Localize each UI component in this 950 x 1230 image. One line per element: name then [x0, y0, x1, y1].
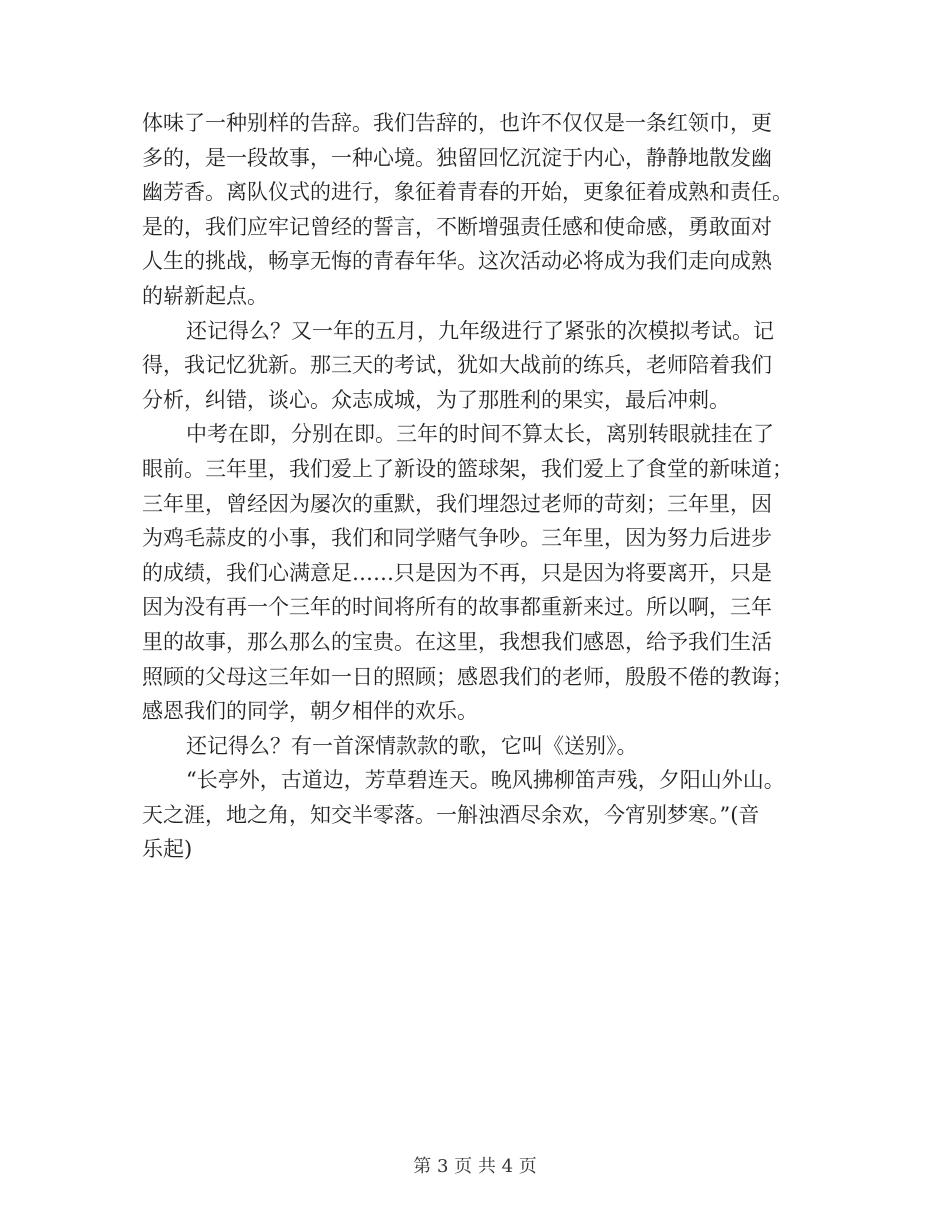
- text-line: 因为没有再一个三年的时间将所有的故事都重新来过。所以啊，三年: [142, 595, 772, 620]
- text-line: 三年里，曾经因为屡次的重默，我们埋怨过老师的苛刻；三年里，因: [142, 491, 772, 516]
- text-line: 得，我记忆犹新。那三天的考试，犹如大战前的练兵，老师陪着我们: [142, 353, 772, 378]
- paragraph: [142, 106, 812, 314]
- text-line: 天之涯，地之角，知交半零落。一斛浊酒尽余欢，今宵别梦寒。”(音: [142, 802, 760, 827]
- text-line: 中考在即，分别在即。三年的时间不算太长，离别转眼就挂在了: [186, 422, 774, 447]
- paragraph: [142, 314, 812, 418]
- text-line: 还记得么？有一首深情款款的歌，它叫《送别》。: [186, 733, 638, 758]
- text-line: 照顾的父母这三年如一日的照顾；感恩我们的老师，殷殷不倦的教诲；: [142, 664, 793, 689]
- text-line: “长亭外，古道边，芳草碧连天。晚风拂柳笛声残，夕阳山外山。: [186, 768, 785, 793]
- text-line: 还记得么？又一年的五月，九年级进行了紧张的次模拟考试。记: [186, 318, 774, 343]
- page-number-footer: 第 3 页 共 4 页: [413, 1156, 537, 1177]
- document-body: [142, 106, 812, 867]
- text-line: 是的，我们应牢记曾经的誓言，不断增强责任感和使命感，勇敢面对: [142, 214, 772, 239]
- text-line: 幽芳香。离队仪式的进行，象征着青春的开始，更象征着成熟和责任。: [142, 180, 793, 205]
- text-line: 分析，纠错，谈心。众志成城，为了那胜利的果实，最后冲刺。: [142, 387, 730, 412]
- text-line: 乐起): [142, 837, 193, 862]
- text-line: 体味了一种别样的告辞。我们告辞的，也许不仅仅是一条红领巾，更: [142, 111, 772, 135]
- paragraph: [142, 729, 812, 764]
- paragraph: [142, 417, 812, 728]
- text-line: 眼前。三年里，我们爱上了新设的篮球架，我们爱上了食堂的新味道；: [142, 456, 793, 481]
- text-line: 人生的挑战，畅享无悔的青春年华。这次活动必将成为我们走向成熟: [142, 249, 772, 274]
- text-line: 的成绩，我们心满意足……只是因为不再，只是因为将要离开，只是: [142, 560, 772, 585]
- text-line: 感恩我们的同学，朝夕相伴的欢乐。: [142, 699, 478, 724]
- text-line: 为鸡毛蒜皮的小事，我们和同学赌气争吵。三年里，因为努力后进步: [142, 526, 772, 551]
- text-line: 多的，是一段故事，一种心境。独留回忆沉淀于内心，静静地散发幽: [142, 145, 772, 170]
- paragraph: [142, 763, 812, 867]
- text-line: 的崭新起点。: [142, 283, 268, 308]
- text-line: 里的故事，那么那么的宝贵。在这里，我想我们感恩，给予我们生活: [142, 629, 772, 654]
